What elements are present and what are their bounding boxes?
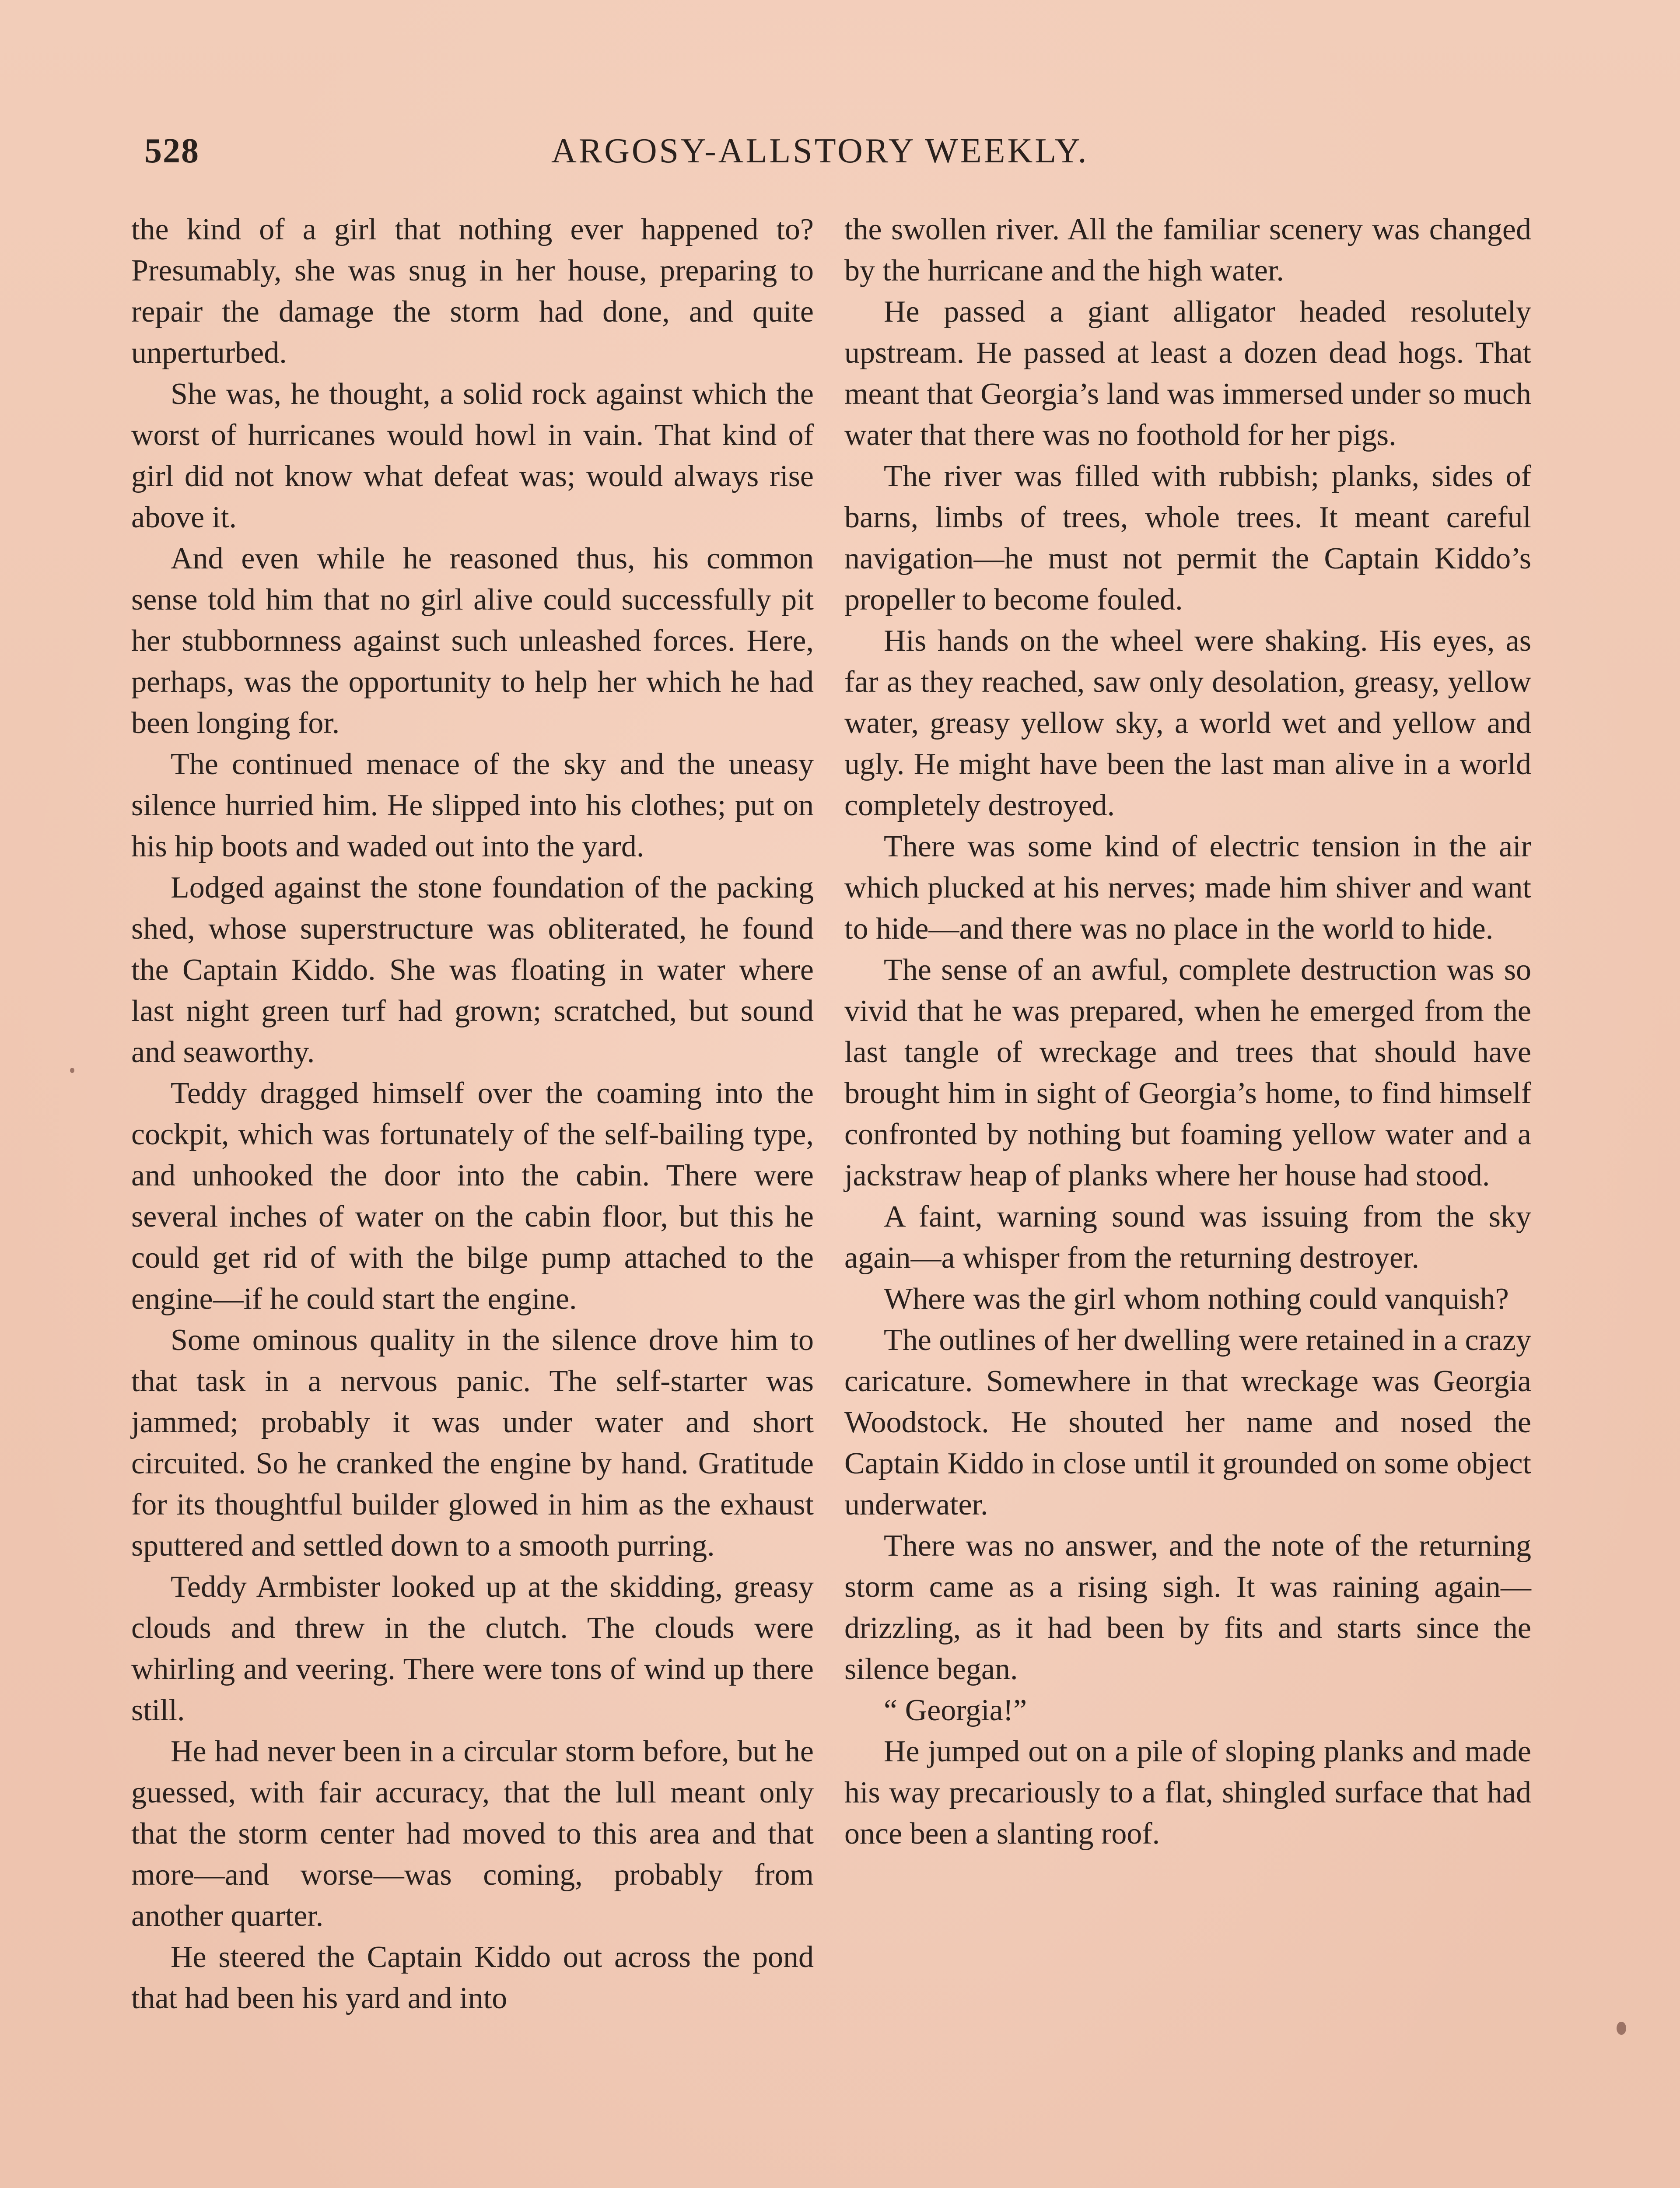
paragraph: Teddy Armbister looked up at the skidding, greasy clouds and threw in the clutch. The clouds were whirling and veering. There were tons of wind up there still. <box>131 1570 814 1727</box>
left-column <box>131 209 814 2019</box>
paragraph: A faint, warning sound was issuing from the sky again—a whisper from the returning destroyer. <box>844 1200 1531 1275</box>
paragraph: “ Georgia!” <box>884 1694 1027 1727</box>
paragraph: He jumped out on a pile of sloping planks and made his way precariously to a flat, shingled surface that had once been a slanting roof. <box>844 1735 1531 1851</box>
paragraph: There was no answer, and the note of the returning storm came as a rising sigh. It was raining again—drizzling, as it had been by fits and starts since the silence began. <box>844 1529 1531 1686</box>
paragraph: The river was filled with rubbish; planks, sides of barns, limbs of trees, whole trees. It meant careful navigation—he must not permit the Captain Kiddo’s propeller to become fouled. <box>844 459 1531 617</box>
paragraph: the swollen river. All the familiar scenery was changed by the hurricane and the high water. <box>844 213 1531 288</box>
paragraph: the kind of a girl that nothing ever happened to? Presumably, she was snug in her house, preparing to repair the damage the storm had done, and quite unperturbed. <box>131 213 814 370</box>
paper-speck <box>70 1068 74 1073</box>
paragraph: She was, he thought, a solid rock against which the worst of hurricanes would howl in vain. That kind of girl did not know what defeat was; would always rise above it. <box>131 377 814 534</box>
paragraph: He passed a giant alligator headed resolutely upstream. He passed at least a dozen dead hogs. That meant that Georgia’s land was immersed under so much water that there was no foothold for her pigs. <box>844 295 1531 452</box>
paragraph: His hands on the wheel were shaking. His eyes, as far as they reached, saw only desolation, greasy, yellow water, greasy yellow sky, a world wet and yellow and ugly. He might have been the last man alive in a world completely destroyed. <box>844 624 1531 822</box>
paper-speck <box>1617 2022 1626 2035</box>
paragraph: The outlines of her dwelling were retained in a crazy caricature. Somewhere in that wreckage was Georgia Woodstock. He shouted her name and nosed the Captain Kiddo in close until it grounded on some object underwater. <box>844 1323 1531 1522</box>
paragraph: Where was the girl whom nothing could vanquish? <box>884 1282 1509 1316</box>
paragraph: The continued menace of the sky and the uneasy silence hurried him. He slipped into his clothes; put on his hip boots and waded out into the yard. <box>131 747 814 863</box>
paragraph: Some ominous quality in the silence drove him to that task in a nervous panic. The self-starter was jammed; probably it was under water and short circuited. So he cranked the engine by hand. Gratitude for its thoughtful builder glowed in him as the exhaust sputtered and settled down to a smooth purring. <box>131 1323 814 1563</box>
page-number: 528 <box>144 132 200 170</box>
page-header <box>144 131 1531 184</box>
paragraph: There was some kind of electric tension in the air which plucked at his nerves; made him shiver and want to hide—and there was no place in the world to hide. <box>844 830 1531 946</box>
paragraph: He steered the Captain Kiddo out across the pond that had been his yard and into <box>131 1940 814 2015</box>
paragraph: And even while he reasoned thus, his common sense told him that no girl alive could successfully pit her stubbornness against such unleashed forces. Here, perhaps, was the opportunity to help her which he had been longing for. <box>131 542 814 740</box>
right-column <box>844 209 1531 1855</box>
paragraph: He had never been in a circular storm before, but he guessed, with fair accuracy, that the lull meant only that the storm center had moved to this area and that more—and worse—was coming, probably from another quarter. <box>131 1735 814 1933</box>
paragraph: Lodged against the stone foundation of the packing shed, whose superstructure was obliterated, he found the Captain Kiddo. She was floating in water where last night green turf had grown; scratched, but sound and seaworthy. <box>131 871 814 1069</box>
running-head: ARGOSY-ALLSTORY WEEKLY. <box>551 132 1089 170</box>
paragraph: The sense of an awful, complete destruction was so vivid that he was prepared, when he emerged from the last tangle of wreckage and trees that should have brought him in sight of Georgia’s home, to find himself confronted by nothing but foaming yellow water and a jackstraw heap of planks where her house had stood. <box>844 953 1531 1192</box>
paragraph: Teddy dragged himself over the coaming into the cockpit, which was fortunately of the self-bailing type, and unhooked the door into the cabin. There were several inches of water on the cabin floor, but this he could get rid of with the bilge pump attached to the engine—if he could start the engine. <box>131 1076 814 1316</box>
